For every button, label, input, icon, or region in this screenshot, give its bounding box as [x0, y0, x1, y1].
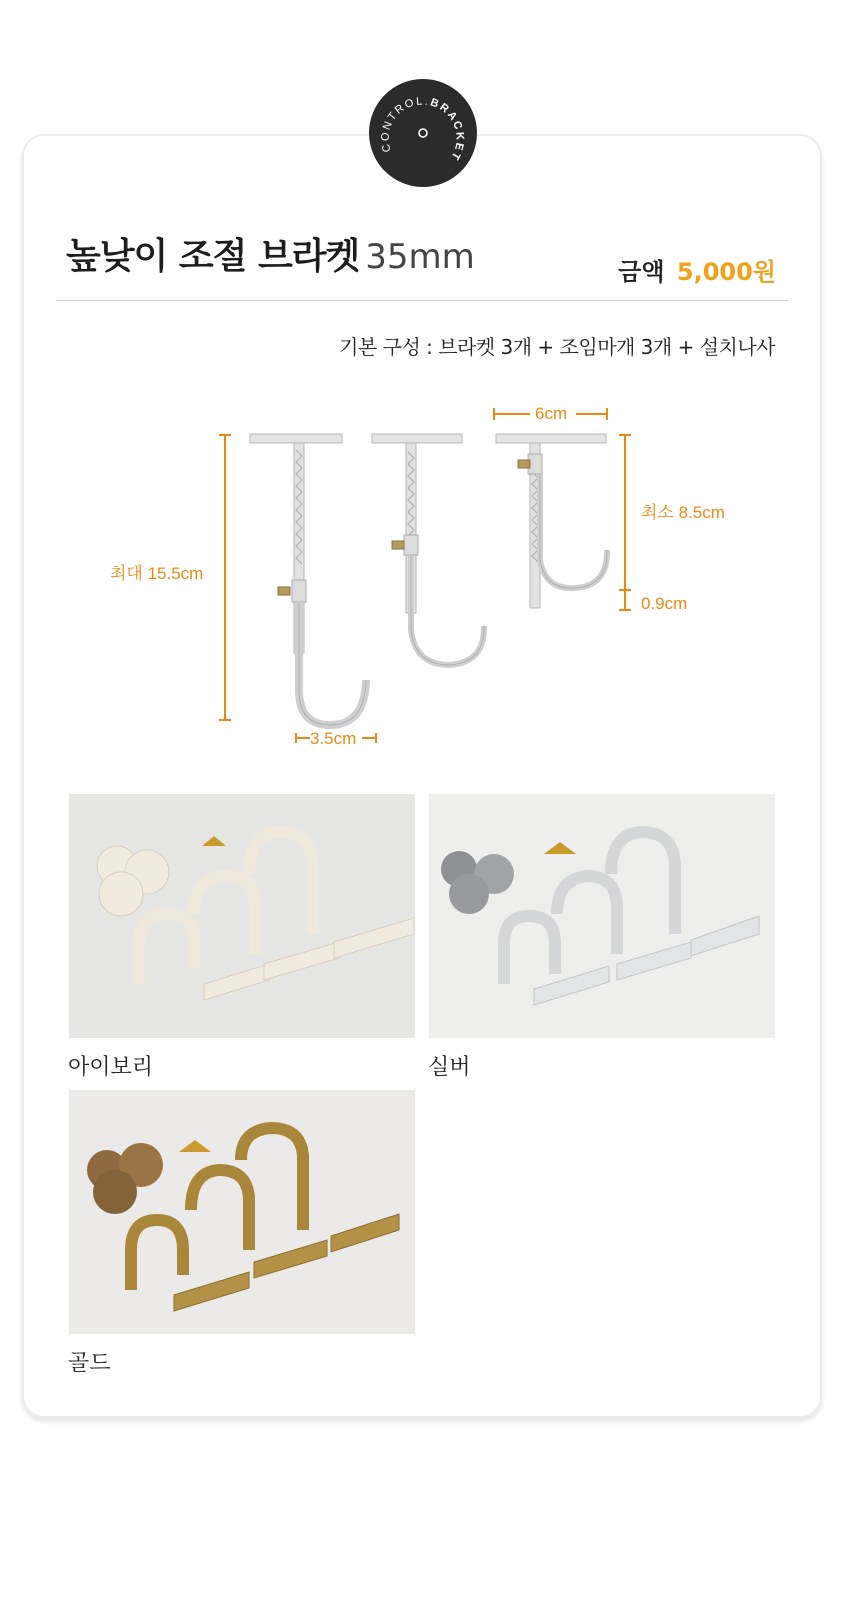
bracket-dimension-diagram: [100, 390, 760, 760]
medium-bracket-drawing: [372, 434, 484, 665]
min-height-dimension: [619, 435, 725, 613]
badge-text-side: BRACKET: [428, 96, 466, 164]
svg-text:CONTROL.BRACKET: CONTROL.BRACKET: [379, 95, 466, 164]
control-bracket-badge: [369, 79, 477, 187]
price-label: 금액: [618, 258, 665, 286]
bottom-gap-label: 0.9cm: [641, 594, 688, 613]
page-title: [66, 228, 475, 279]
product-name: 높낮이 조절 브라켓: [66, 236, 360, 277]
width-top-dimension: [494, 404, 607, 423]
min-height-label: 최소 8.5cm: [641, 503, 725, 522]
small-bracket-drawing: [496, 434, 607, 608]
max-height-dimension: [110, 435, 231, 720]
hook-width-dimension: [296, 729, 376, 748]
ivory-bracket-set-photo: [69, 794, 415, 1038]
title-divider: [56, 300, 788, 301]
badge-text-top: CONTROL: [379, 95, 425, 154]
max-height-label: 최대 15.5cm: [110, 564, 204, 583]
width-top-label: 6cm: [535, 404, 568, 423]
price-value: 5,000원: [676, 258, 776, 286]
gold-bracket-set-photo: [69, 1090, 415, 1334]
hook-width-label: 3.5cm: [310, 729, 357, 748]
gold-label: 골드: [68, 1351, 111, 1376]
product-size: 35mm: [365, 237, 475, 277]
silver-bracket-set-photo: [429, 794, 775, 1038]
ivory-label: 아이보리: [68, 1055, 154, 1080]
price: [618, 252, 776, 287]
silver-label: 실버: [428, 1055, 471, 1080]
composition-text: 기본 구성 : 브라켓 3개 + 조임마개 3개 + 설치나사: [339, 335, 775, 359]
large-bracket-drawing: [250, 434, 366, 725]
